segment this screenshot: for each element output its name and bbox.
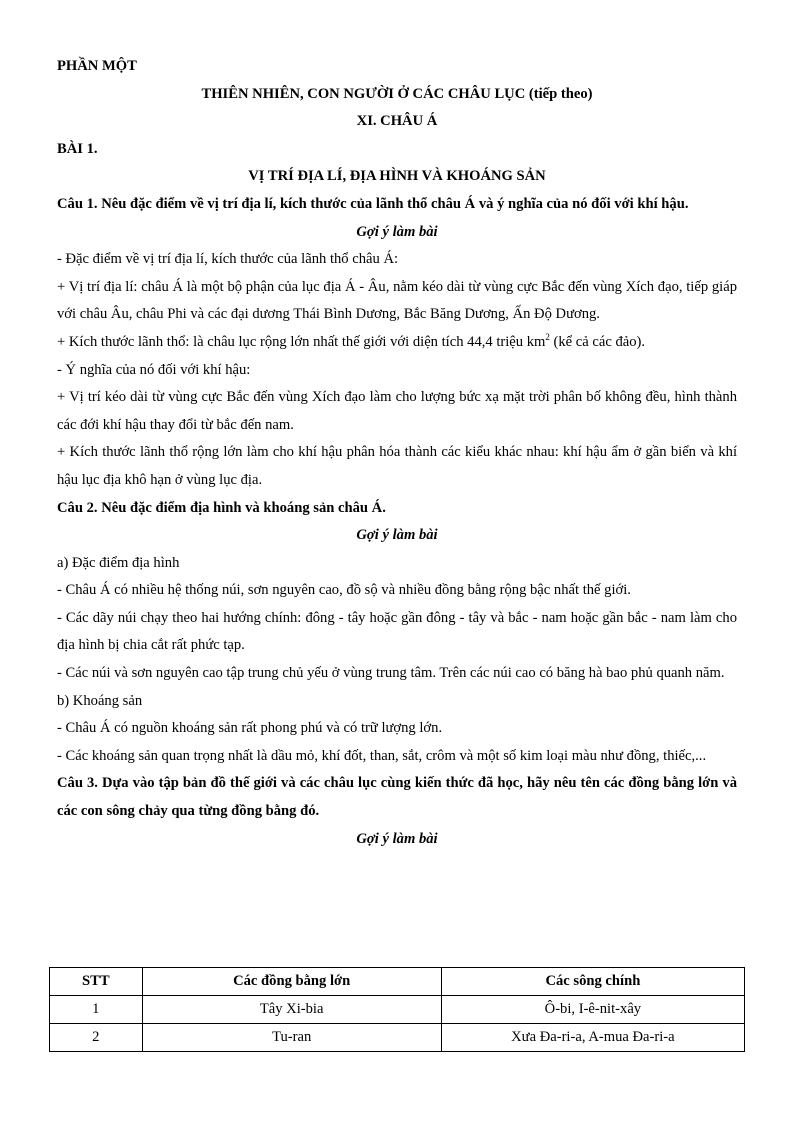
question-2: Câu 2. Nêu đặc điểm địa hình và khoáng sản châu Á.: [57, 499, 386, 516]
table-header: Các đồng bằng lớn: [142, 968, 441, 996]
table-header: STT: [50, 968, 143, 996]
chapter-title: XI. CHÂU Á: [356, 113, 438, 130]
q2-paragraph: - Các núi và sơn nguyên cao tập trung chủ yếu ở vùng trung tâm. Trên các núi cao có băng hà bao phủ quanh năm.: [57, 665, 725, 682]
superscript: 2: [545, 332, 550, 343]
table-header-row: [50, 968, 745, 996]
q2-paragraph: - Các khoáng sản quan trọng nhất là dầu mỏ, khí đốt, than, sắt, crôm và một số kim loại màu như đồng, thiếc,...: [57, 747, 707, 764]
q1-paragraph: + Kích thước lãnh thổ rộng lớn làm cho khí hậu phân hóa thành các kiểu khác nhau: khí hậu ẩm ở gần biển và khí hậu lục địa khô hạn ở vùng lục địa.: [57, 444, 737, 488]
q2-paragraph: - Châu Á có nhiều hệ thống núi, sơn nguyên cao, đồ sộ và nhiều đồng bằng rộng bậc nhất thế giới.: [57, 582, 631, 599]
table-row: [50, 996, 745, 1024]
q1-area-text-tail: (kể cả các đảo).: [549, 333, 646, 350]
table-cell: Tây Xi-bia: [142, 996, 441, 1024]
lesson-number: BÀI 1.: [57, 140, 98, 157]
q1-paragraph: + Vị trí địa lí: châu Á là một bộ phận của lục địa Á - Âu, nằm kéo dài từ vùng cực Bắc đến vùng Xích đạo, tiếp giáp với châu Âu, châu Phi và các đại dương Thái Bình Dương, Bắc Băng Dương, Ấn Độ Dương.: [57, 278, 737, 323]
answer-hint-2: Gợi ý làm bài: [356, 527, 438, 544]
q2-paragraph: - Các dãy núi chạy theo hai hướng chính: đông - tây hoặc gần đông - tây và bắc - nam hoặc gần bắc - nam làm cho địa hình bị chia cắt rất phức tạp.: [57, 609, 737, 654]
part-title: PHẦN MỘT: [57, 58, 137, 74]
table-cell: Ô-bi, I-ê-nit-xây: [441, 996, 744, 1024]
q1-paragraph: - Đặc điểm về vị trí địa lí, kích thước của lãnh thổ châu Á:: [57, 251, 399, 268]
answer-hint-3: Gợi ý làm bài: [356, 830, 438, 847]
q2-subheading: b) Khoáng sản: [57, 692, 143, 709]
table-cell: 1: [50, 996, 143, 1024]
table-cell: Xưa Đa-ri-a, A-mua Đa-ri-a: [441, 1024, 744, 1052]
table-cell: 2: [50, 1024, 143, 1052]
document-page: [57, 53, 737, 853]
table-row: [50, 1024, 745, 1052]
plains-rivers-table: [49, 967, 745, 1052]
q2-subheading: a) Đặc điểm địa hình: [57, 554, 180, 571]
table-header: Các sông chính: [441, 968, 744, 996]
answer-hint-1: Gợi ý làm bài: [356, 223, 438, 240]
q2-paragraph: - Châu Á có nguồn khoáng sản rất phong phú và có trữ lượng lớn.: [57, 720, 443, 737]
question-1: Câu 1. Nêu đặc điểm về vị trí địa lí, kích thước của lãnh thổ châu Á và ý nghĩa của nó đối với khí hậu.: [57, 195, 689, 212]
q1-area-text: + Kích thước lãnh thổ: là châu lục rộng lớn nhất thế giới với diện tích 44,4 triệu km: [57, 333, 546, 350]
question-3: Câu 3. Dựa vào tập bản đồ thế giới và các châu lục cùng kiến thức đã học, hãy nêu tên các đồng bằng lớn và các con sông chảy qua từng đồng bằng đó.: [57, 775, 737, 820]
table-cell: Tu-ran: [142, 1024, 441, 1052]
section-title: THIÊN NHIÊN, CON NGƯỜI Ở CÁC CHÂU LỤC (tiếp theo): [201, 85, 593, 102]
lesson-title: VỊ TRÍ ĐỊA LÍ, ĐỊA HÌNH VÀ KHOÁNG SẢN: [248, 168, 546, 185]
q1-paragraph: + Vị trí kéo dài từ vùng cực Bắc đến vùng Xích đạo làm cho lượng bức xạ mặt trời phân bố không đều, hình thành các đới khí hậu thay đổi từ bắc đến nam.: [57, 389, 737, 433]
q1-paragraph: - Ý nghĩa của nó đối với khí hậu:: [57, 361, 251, 378]
q1-paragraph: [57, 329, 737, 357]
